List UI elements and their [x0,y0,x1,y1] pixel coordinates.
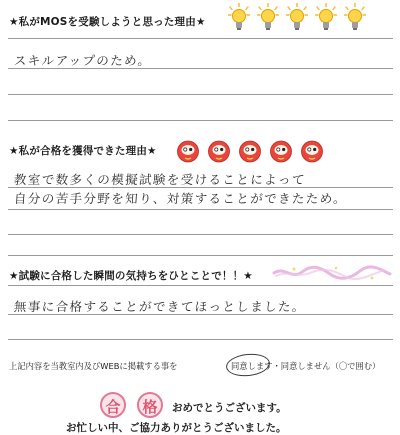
consent-text: 上記内容を当教室内及びWEBに掲載する事を [9,361,178,371]
daruma-icon [207,139,231,163]
consent-options: 同意します・同意しません（〇で囲む） [231,361,381,371]
lightbulb-icon [344,3,366,35]
lightbulb-icon [228,3,250,35]
divider [8,187,393,188]
answer-line: スキルアップのため。 [13,53,153,68]
divider [8,314,393,315]
star-sparkle-icon [272,264,392,282]
divider [8,209,393,210]
divider [8,94,393,95]
divider [8,255,393,256]
section2-heading: ★私が合格を獲得できた理由★ [9,145,157,157]
daruma-icon [300,139,324,163]
pass-stamp-icon: 格 [137,392,163,418]
divider [8,68,393,69]
answer-line: 無事に合格することができてほっとしました。 [13,299,307,314]
divider [8,339,393,340]
lightbulb-icon [315,3,337,35]
daruma-icon [238,139,262,163]
answer-line: 自分の苦手分野を知り、対策することができたため。 [13,191,348,206]
section1-heading: ★私がMOSを受験しようと思った理由★ [9,16,206,28]
answer-line: 教室で数多くの模擬試験を受けることによって [13,172,307,187]
section3-heading: ★試験に合格した瞬間の気持ちをひとことで！！★ [9,270,253,282]
divider [8,285,393,286]
divider [8,38,393,39]
pass-stamp-icon: 合 [100,392,126,418]
lightbulb-icon [257,3,279,35]
divider [8,120,393,121]
divider [8,234,393,235]
daruma-icon [176,139,200,163]
daruma-icon [269,139,293,163]
thanks-text: お忙しい中、ご協力ありがとうございました。 [66,422,287,434]
congratulations-text: おめでとうございます。 [172,402,287,414]
lightbulb-icon [286,3,308,35]
